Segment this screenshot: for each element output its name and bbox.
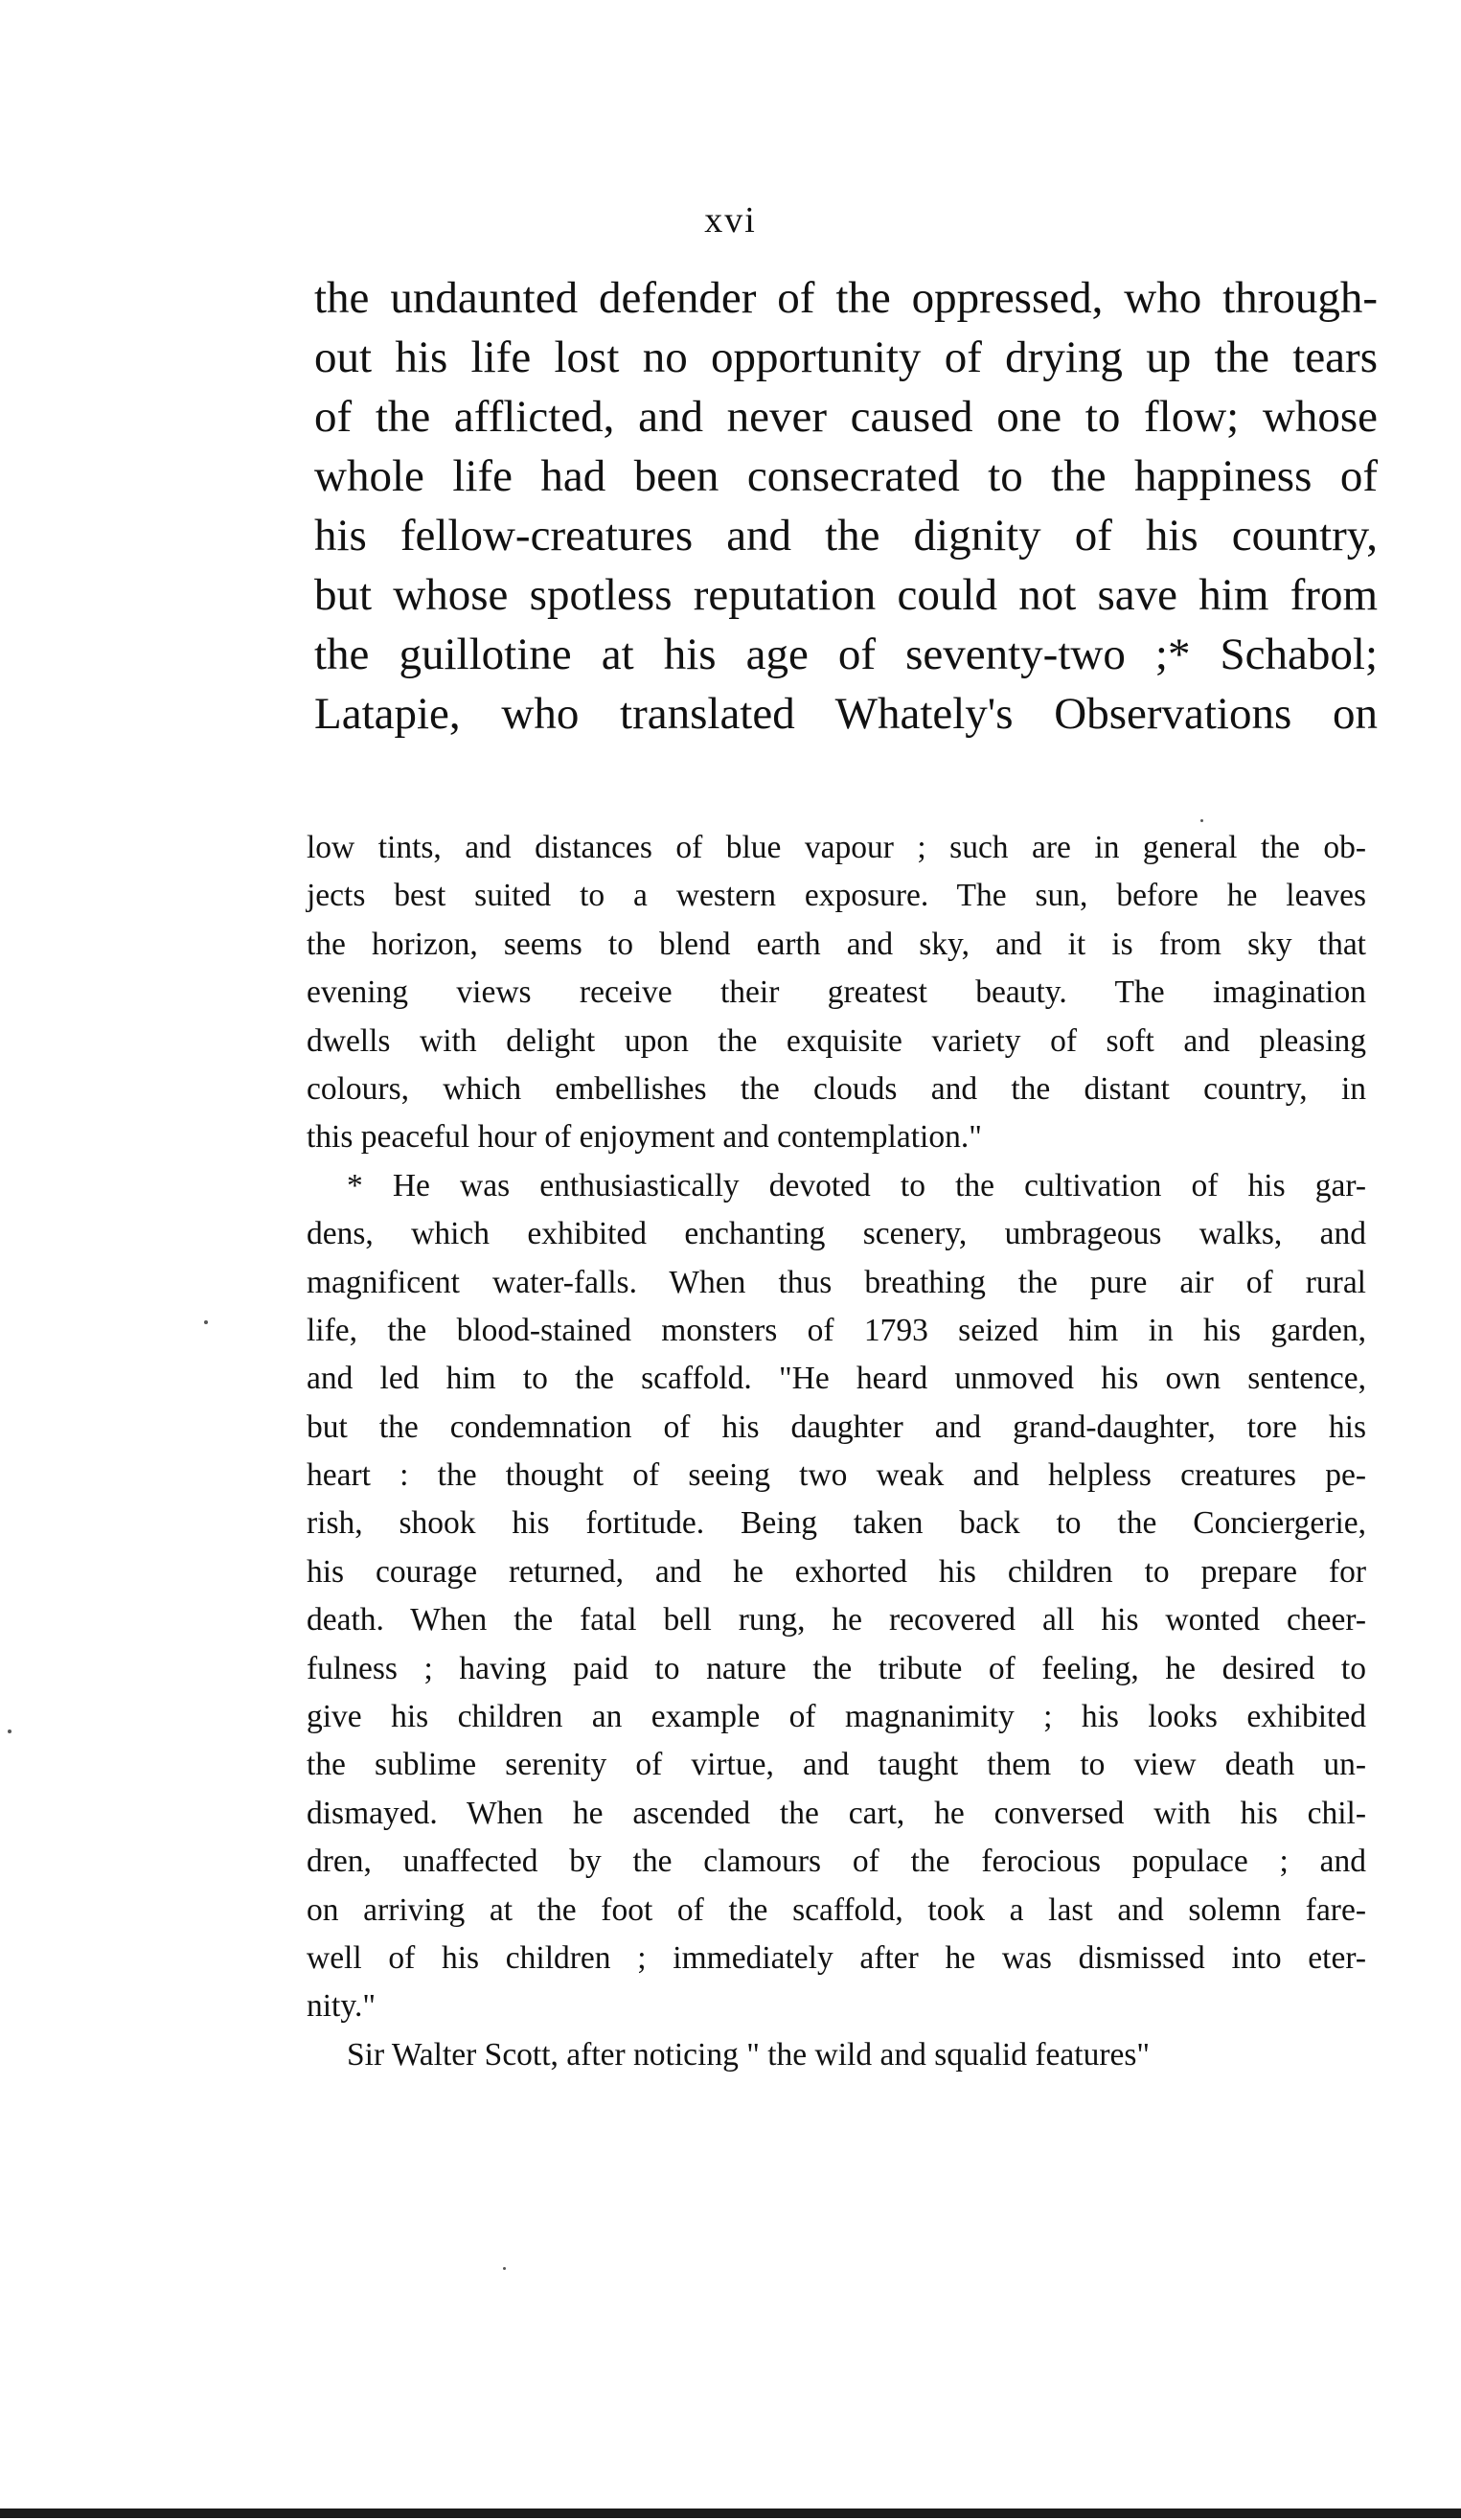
- main-text-block: [314, 268, 1378, 744]
- footnote-line: magnificent water-falls. When thus breathing the pure air of rural: [307, 1264, 1366, 1300]
- main-text-line: his fellow-creatures and the dignity of his country,: [314, 511, 1378, 561]
- main-text-line: the guillotine at his age of seventy-two ;* Schabol;: [314, 630, 1378, 679]
- page-number: xvi: [704, 200, 757, 241]
- footnote-line: evening views receive their greatest beauty. The imagination: [307, 974, 1366, 1011]
- footnote-line: dens, which exhibited enchanting scenery, umbrageous walks, and: [307, 1216, 1366, 1252]
- footnote-line: heart : the thought of seeing two weak and helpless creatures pe-: [307, 1457, 1366, 1494]
- main-text-line: of the afflicted, and never caused one to flow; whose: [314, 392, 1378, 442]
- footnote-line: rish, shook his fortitude. Being taken back to the Conciergerie,: [307, 1505, 1366, 1542]
- footnote-line: low tints, and distances of blue vapour ; such are in general the ob-: [307, 830, 1366, 865]
- footnote-line: dwells with delight upon the exquisite variety of soft and pleasing: [307, 1022, 1366, 1059]
- main-text-line: Latapie, who translated Whately's Observations on: [314, 689, 1378, 739]
- bottom-rule: [0, 2509, 1461, 2518]
- footnote-line: colours, which embellishes the clouds and the distant country, in: [307, 1070, 1366, 1107]
- footnote-line: death. When the fatal bell rung, he recovered all his wonted cheer-: [307, 1602, 1366, 1638]
- footnote-line: life, the blood-stained monsters of 1793 seized him in his garden,: [307, 1312, 1366, 1348]
- footnote-line: the horizon, seems to blend earth and sky, and it is from sky that: [307, 926, 1366, 962]
- footnote-line: on arriving at the foot of the scaffold, took a last and solemn fare-: [307, 1891, 1366, 1928]
- footnote-line: well of his children ; immediately after he was dismissed into eter-: [307, 1939, 1366, 1976]
- footnote-line: dren, unaffected by the clamours of the ferocious populace ; and: [307, 1844, 1366, 1880]
- footnote-line: nity.": [307, 1988, 376, 2025]
- footnote-line: the sublime serenity of virtue, and taught them to view death un-: [307, 1747, 1366, 1783]
- main-text-line: out his life lost no opportunity of drying up the tears: [314, 332, 1378, 382]
- footnote-line: * He was enthusiastically devoted to the cultivation of his gar-: [347, 1167, 1366, 1203]
- paper-speck: [204, 1320, 208, 1324]
- paper-speck: [8, 1730, 11, 1733]
- footnote-line: his courage returned, and he exhorted his children to prepare for: [307, 1553, 1366, 1590]
- footnote-line: fulness ; having paid to nature the tribute of feeling, he desired to: [307, 1650, 1366, 1686]
- main-text-line: whole life had been consecrated to the happiness of: [314, 451, 1378, 501]
- paper-speck: [503, 2267, 506, 2270]
- footnote-block: [307, 824, 1366, 2079]
- footnote-line: give his children an example of magnanimity ; his looks exhibited: [307, 1699, 1366, 1735]
- paper-speck: [1200, 819, 1203, 822]
- main-text-line: but whose spotless reputation could not save him from: [314, 570, 1378, 620]
- footnote-line: dismayed. When he ascended the cart, he conversed with his chil-: [307, 1795, 1366, 1831]
- footnote-line: Sir Walter Scott, after noticing " the wild and squalid features": [347, 2036, 1151, 2073]
- main-text-line: the undaunted defender of the oppressed, who through-: [314, 273, 1378, 323]
- footnote-line: this peaceful hour of enjoyment and contemplation.": [307, 1119, 982, 1156]
- footnote-line: but the condemnation of his daughter and grand-daughter, tore his: [307, 1409, 1366, 1445]
- footnote-line: and led him to the scaffold. "He heard unmoved his own sentence,: [307, 1361, 1366, 1397]
- footnote-line: jects best suited to a western exposure. The sun, before he leaves: [307, 878, 1366, 914]
